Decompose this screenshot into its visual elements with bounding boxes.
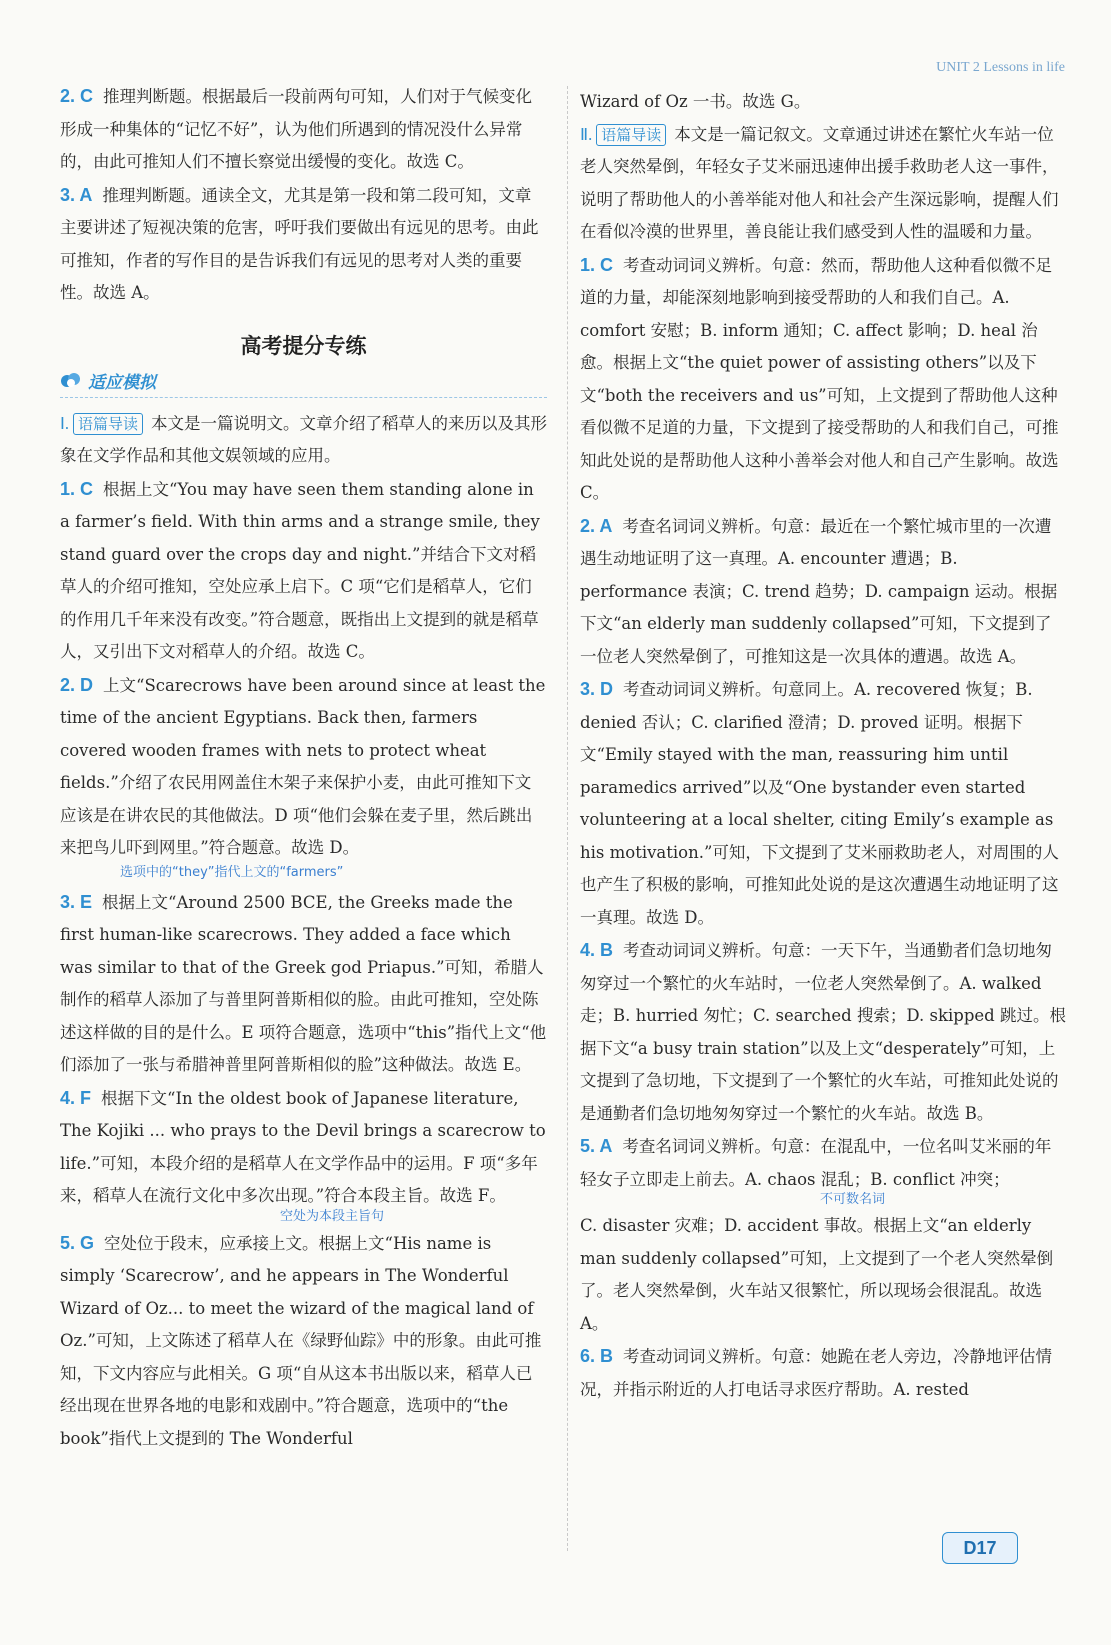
answer-label: 3. A [60,184,93,205]
passage-intro [580,119,1067,249]
passage-number: Ⅰ. [60,413,69,433]
answer-text-continued: C. disaster 灾难；D. accident 事故。根据上文“an elderly man suddenly collapsed”可知，上文提到了一个老人突然晕倒了。老人突然晕倒，火车站又很繁忙，所以现场会很混乱。故选 A。 [580,1216,1054,1333]
passage-tag: 语篇导读 [596,124,666,146]
sub-title [60,368,547,398]
answer-item-5 [580,1130,1067,1196]
answer-item-4 [580,934,1067,1130]
answer-text: 根据上文“Around 2500 BCE, the Greeks made the first human-like scarecrows. They added a face which was similar to that of the Greek god Priapus.”可知，希腊人制作的稻草人添加了与普里阿普斯相似的脸。由此可推知，空处陈述这样做的目的是什么。E 项符合题意，选项中“this”指代上文“他们添加了一张与希腊神普里阿普斯相似的脸”这种做法。故选 E。 [60,892,547,1074]
answer-label: 2. D [60,674,94,695]
answer-text: 考查动词词义辨析。句意：一天下午，当通勤者们急切地匆匆穿过一个繁忙的火车站时，一位老人突然晕倒了。A. walked 走；B. hurried 匆忙；C. searched 搜索；D. skipped 跳过。根据下文“a busy train station”以及上文“desperately”可知，上文提到了急切地，下文提到了一个繁忙的火车站，可推知此处说的是通勤者们急切地匆匆穿过一个繁忙的火车站。故选 B。 [580,941,1066,1123]
answer-text: 考查名词词义辨析。句意：最近在一个繁忙城市里的一次遭遇生动地证明了这一真理。A. encounter 遭遇；B. performance 表演；C. trend 趋势；D. campaign 运动。根据下文“an elderly man suddenly collapsed”可知，下文提到了一位老人突然晕倒了，可推知这是一次具体的遭遇。故选 A。 [580,516,1058,666]
answer-item-6 [580,1340,1067,1406]
answer-item-3 [60,179,547,310]
answer-text: 考查名词词义辨析。句意：在混乱中，一位名叫艾米丽的年轻女子立即走上前去。A. chaos 混乱；B. conflict 冲突； [580,1137,1052,1189]
answer-text: 考查动词词义辨析。句意同上。A. recovered 恢复；B. denied 否认；C. clarified 澄清；D. proved 证明。根据下文“Emily stayed with the man, reassuring him until paramedics arrived”以及“One bystander even started volunteering at a local shelter, citing Emily’s example as his motivation.”可知，下文提到了艾米丽救助老人，对周围的人也产生了积极的影响，可推知此处说的是这次遭遇生动地证明了这一真理。故选 D。 [580,680,1059,927]
answer-label: 2. C [60,86,94,106]
answer-text: 考查动词词义辨析。句意：然而，帮助他人这种看似微不足道的力量，却能深刻地影响到接受帮助的人和我们自己。A. comfort 安慰；B. inform 通知；C. affect 影响；D. heal 治愈。根据上文“the quiet power of assisting others”以及下文“both the receivers and us”可知，上文提到了帮助他人这种看似微不足道的力量，下文提到了接受帮助的人和我们自己，可推知此处说的是帮助他人这种小善举会对他人和自己产生影响。故选 C。 [580,255,1059,502]
answer-item-5 [60,1227,547,1456]
answer-item-3b [60,886,547,1082]
answer-text: 推理判断题。通读全文，尤其是第一段和第二段可知，文章主要讲述了短视决策的危害，呼吁我们要做出有远见的思考。由此可推知，作者的写作目的是告诉我们有远见的思考对人类的重要性。故选 A。 [60,185,539,302]
passage-text: 本文是一篇说明文。文章介绍了稻草人的来历以及其形象在文学作品和其他文娱领域的应用。 [60,413,548,465]
page-number: D17 [942,1532,1018,1564]
answer-label: 4. B [580,940,614,960]
answer-text: 上文“Scarecrows have been around since at least the time of the ancient Egyptians. Back then, farmers covered wooden frames with nets to protect wheat fields.”介绍了农民用网盖住木架子来保护小麦，由此可推知下文应该是在讲农民的其他做法。D 项“他们会躲在麦子里，然后跳出来把鸟儿吓到网里。”符合题意。故选 D。 [60,675,546,857]
handwritten-note: 空处为本段主旨句 [280,1208,385,1224]
passage-intro [60,408,547,473]
cloud-icon [60,371,82,389]
right-column [580,86,1067,1406]
continued-text: Wizard of Oz 一书。故选 G。 [580,92,811,111]
answer-item-2 [580,510,1067,674]
answer-label: 3. E [60,891,93,912]
answer-text: 空处位于段末，应承接上文。根据上文“His name is simply ‘Scarecrow’, and he appears in The Wonderful Wizard of Oz... to meet the wizard of the magical land of Oz.”可知，上文陈述了稻草人在《绿野仙踪》中的形象。由此可推知，下文内容应与此相关。G 项“自从这本书出版以来，稻草人已经出现在世界各地的电影和戏剧中。”符合题意，选项中的“the book”指代上文提到的 The Wonderful [60,1233,542,1448]
sub-title-text: 适应模拟 [88,372,156,393]
answer-text: 考查动词词义辨析。句意：她跪在老人旁边，冷静地评估情况，并指示附近的人打电话寻求医疗帮助。A. rested [580,1347,1053,1399]
answer-item-1 [580,249,1067,510]
answer-label: 5. A [580,1136,613,1156]
handwritten-note: 选项中的“they”指代上文的“farmers” [120,864,344,880]
answer-label: 2. A [580,515,613,536]
answer-item-1 [60,473,547,669]
answer-text: 推理判断题。根据最后一段前两句可知，人们对于气候变化形成一种集体的“记忆不好”，认为他们所遇到的情况没什么异常的，由此可推知人们不擅长察觉出缓慢的变化。故选 C。 [60,87,533,171]
answer-text: 根据下文“In the oldest book of Japanese literature, The Kojiki ... who prays to the Devil brings a scarecrow to life.”可知，本段介绍的是稻草人在文学作品中的运用。F 项“多年来，稻草人在流行文化中多次出现。”符合本段主旨。故选 F。 [60,1088,546,1205]
running-header: UNIT 2 Lessons in life [936,60,1065,75]
handwritten-note: 不可数名词 [820,1192,886,1207]
answer-label: 6. B [580,1346,614,1366]
answer-label: 1. C [580,254,614,275]
answer-item-3 [580,673,1067,934]
section-title: 高考提分专练 [240,333,367,358]
answer-item-2 [60,80,547,179]
answer-label: 4. F [60,1087,92,1108]
answer-label: 3. D [580,679,614,699]
passage-number: Ⅱ. [580,124,593,144]
answer-label: 5. G [60,1232,95,1253]
answer-text: 根据上文“You may have seen them standing alone in a farmer’s field. With thin arms and a strange smile, they stand guard over the crops day and night.”并结合下文对稻草人的介绍可推知，空处应承上启下。C 项“它们是稻草人，它们的作用几千年来没有改变。”符合题意，既指出上文提到的就是稻草人，又引出下文对稻草人的介绍。故选 C。 [60,479,540,661]
passage-tag: 语篇导读 [73,413,143,435]
passage-text: 本文是一篇记叙文。文章通过讲述在繁忙火车站一位老人突然晕倒，年轻女子艾米丽迅速伸出援手救助老人这一事件，说明了帮助他人的小善举能对他人和社会产生深远影响，提醒人们在看似冷漠的世界里，善良能让我们感受到人性的温暖和力量。 [580,124,1059,241]
left-column [60,80,547,1455]
column-divider [567,86,568,1551]
answer-item-2b [60,669,547,865]
answer-label: 1. C [60,478,94,499]
answer-item-4 [60,1082,547,1213]
